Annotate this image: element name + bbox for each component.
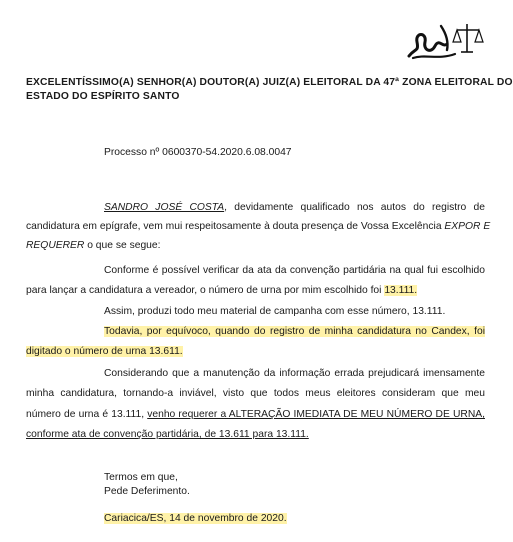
paragraph-4-line-2: digitado o número de urna 13.611. xyxy=(26,346,183,357)
place-and-date: Cariacica/ES, 14 de novembro de 2020. xyxy=(104,513,287,524)
request-statement: venho requerer a ALTERAÇÃO IMEDIATA DE MEU NÚMERO DE URNA, xyxy=(147,409,485,420)
paragraph-3-line-1: Assim, produzi todo meu material de campanha com esse número, 13.111. xyxy=(104,306,446,317)
paragraph-5-line-2: minha candidatura, tornando-a inviável, visto que todos meus eleitores consideram que meu xyxy=(26,388,485,399)
addressee-heading-line2: ESTADO DO ESPÍRITO SANTO xyxy=(26,91,180,102)
closing-line-2: Pede Deferimento. xyxy=(104,486,190,497)
paragraph-5-line-3: número de urna é 13.111, venho requerer a ALTERAÇÃO IMEDIATA DE MEU NÚMERO DE URNA, xyxy=(26,409,485,420)
highlighted-chosen-number: 13.111. xyxy=(384,285,418,296)
paragraph-5-line-4: conforme ata de convenção partidária, de 13.611 para 13.111. xyxy=(26,429,309,440)
paragraph-2-line-1: Conforme é possível verificar da ata da convenção partidária na qual fui escolhido xyxy=(104,265,485,276)
paragraph-5-line-1: Considerando que a manutenção da informação errada prejudicará imensamente xyxy=(104,368,485,379)
petitioner-name: SANDRO JOSÉ COSTA xyxy=(104,202,225,213)
paragraph-4-line-1: Todavia, por equívoco, quando do registro de minha candidatura no Candex, foi xyxy=(104,326,485,337)
paragraph-2-line-2: para lançar a candidatura a vereador, o número de urna por mim escolhido foi 13.111. xyxy=(26,285,418,296)
closing-line-1: Termos em que, xyxy=(104,472,178,483)
paragraph-1-line-3: REQUERER o que se segue: xyxy=(26,240,161,251)
addressee-heading-line1: EXCELENTÍSSIMO(A) SENHOR(A) DOUTOR(A) JUIZ(A) ELEITORAL DA 47ª ZONA ELEITORAL DO xyxy=(26,77,513,88)
paragraph-1-line-2: candidatura em epígrafe, vem mui respeitosamente à douta presença de Vossa Excelência EXPOR E xyxy=(26,221,491,232)
process-number: Processo nº 0600370-54.2020.6.08.0047 xyxy=(104,147,292,158)
paragraph-1-line-1: SANDRO JOSÉ COSTA, devidamente qualificado nos autos do registro de xyxy=(104,202,485,213)
law-office-logo-icon xyxy=(405,18,489,64)
